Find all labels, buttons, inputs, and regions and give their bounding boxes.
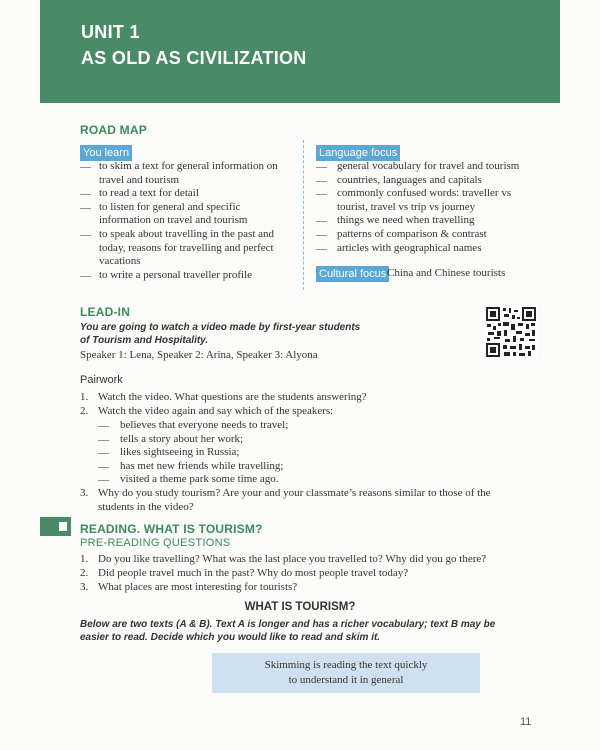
list-item-line: to skim a text for general information on: [99, 160, 278, 172]
reading-heading: READING. WHAT IS TOURISM?: [80, 522, 263, 536]
pre-reading-q2: Did people travel much in the past? Why do most people travel today?: [98, 567, 409, 579]
unit-title: AS OLD AS CIVILIZATION: [81, 48, 307, 68]
list-item-line: information on travel and tourism: [99, 214, 248, 227]
lead-in-intro-line2: of Tourism and Hospitality.: [80, 335, 209, 346]
list-item-line: general vocabulary for travel and tourism: [337, 160, 520, 172]
list-dash: —: [316, 229, 327, 241]
lead-in-q2-number: 2.: [80, 405, 89, 417]
list-item-line: vacations: [99, 255, 141, 268]
list-dash: —: [80, 229, 91, 241]
pre-reading-q1: Do you like travelling? What was the last place you travelled to? Why did you go there?: [98, 553, 487, 565]
list-item-line: today, reasons for travelling and perfect: [99, 241, 274, 254]
list-item-line: commonly confused words: traveller vs: [337, 187, 512, 200]
section-title: WHAT IS TOURISM?: [244, 601, 356, 613]
cultural-focus-tag: Cultural focus: [316, 266, 389, 282]
list-dash: —: [316, 174, 327, 187]
speaker-statement: visited a theme park some time ago.: [120, 473, 279, 486]
list-dash: —: [98, 433, 109, 446]
skimming-note-line2: to understand it in general: [288, 674, 404, 686]
list-dash: —: [316, 188, 327, 201]
list-item-line: articles with geographical names: [337, 241, 482, 254]
list-dash: —: [98, 420, 109, 432]
instruction-line1: Below are two texts (A & B). Text A is longer and has a richer vocabulary; text B may be: [80, 619, 496, 630]
list-item-line: tourist, travel vs trip vs journey: [337, 200, 476, 213]
instruction-line2: easier to read. Decide which you would like to read and skim it.: [80, 632, 381, 643]
section-marker: [40, 517, 71, 536]
lead-in-q1-number: 1.: [80, 391, 89, 403]
list-dash: —: [80, 201, 91, 214]
list-item-line: to write a personal traveller profile: [99, 268, 253, 281]
pre-reading-q3-number: 3.: [80, 581, 89, 593]
qr-code[interactable]: [485, 306, 537, 358]
list-item-line: countries, languages and capitals: [337, 173, 482, 186]
list-item-line: travel and tourism: [99, 173, 180, 186]
list-dash: —: [316, 242, 327, 255]
list-item-line: to speak about travelling in the past and: [99, 228, 275, 240]
skimming-note: [212, 653, 480, 693]
lead-in-q3-line1: Why do you study tourism? Are your and your classmate’s reasons similar to those of the: [98, 487, 491, 499]
speaker-statement: believes that everyone needs to travel;: [120, 419, 289, 431]
you-learn-tag: You learn: [80, 145, 132, 161]
page-number: 11: [520, 716, 532, 728]
language-focus-tag: Language focus: [316, 145, 400, 161]
speaker-statement: has met new friends while travelling;: [120, 459, 284, 472]
list-dash: —: [80, 269, 91, 282]
list-dash: —: [316, 215, 327, 228]
skimming-note-line1: Skimming is reading the text quickly: [264, 659, 428, 671]
road-map-heading: ROAD MAP: [80, 123, 147, 137]
lead-in-q3-number: 3.: [80, 487, 89, 499]
speakers-line: Speaker 1: Lena, Speaker 2: Arina, Speaker 3: Alyona: [80, 349, 318, 361]
cultural-focus-text: China and Chinese tourists: [387, 267, 506, 279]
list-item-line: patterns of comparison & contrast: [337, 228, 487, 240]
lead-in-q3-line2: students in the video?: [98, 501, 194, 513]
lead-in-q2: Watch the video again and say which of the speakers:: [98, 405, 334, 417]
list-dash: —: [316, 161, 327, 173]
list-item-line: to read a text for detail: [99, 187, 199, 200]
pre-reading-heading: PRE-READING QUESTIONS: [80, 537, 231, 549]
list-item-line: things we need when travelling: [337, 214, 475, 227]
list-dash: —: [98, 460, 109, 473]
list-dash: —: [80, 161, 91, 173]
speaker-statement: likes sightseeing in Russia;: [120, 446, 240, 459]
list-dash: —: [98, 474, 109, 487]
list-item-line: to listen for general and specific: [99, 200, 241, 213]
lead-in-heading: LEAD-IN: [80, 305, 131, 319]
list-dash: —: [98, 447, 109, 460]
pre-reading-q3: What places are most interesting for tourists?: [98, 581, 298, 593]
pairwork-label: Pairwork: [80, 374, 123, 386]
lead-in-intro-line1: You are going to watch a video made by first-year students: [80, 322, 361, 333]
unit-number: UNIT 1: [81, 22, 140, 42]
column-divider: [303, 140, 304, 290]
list-dash: —: [80, 188, 91, 201]
lead-in-q1: Watch the video. What questions are the students answering?: [98, 391, 367, 403]
speaker-statement: tells a story about her work;: [120, 432, 244, 445]
pre-reading-q2-number: 2.: [80, 567, 89, 579]
pre-reading-q1-number: 1.: [80, 553, 89, 565]
